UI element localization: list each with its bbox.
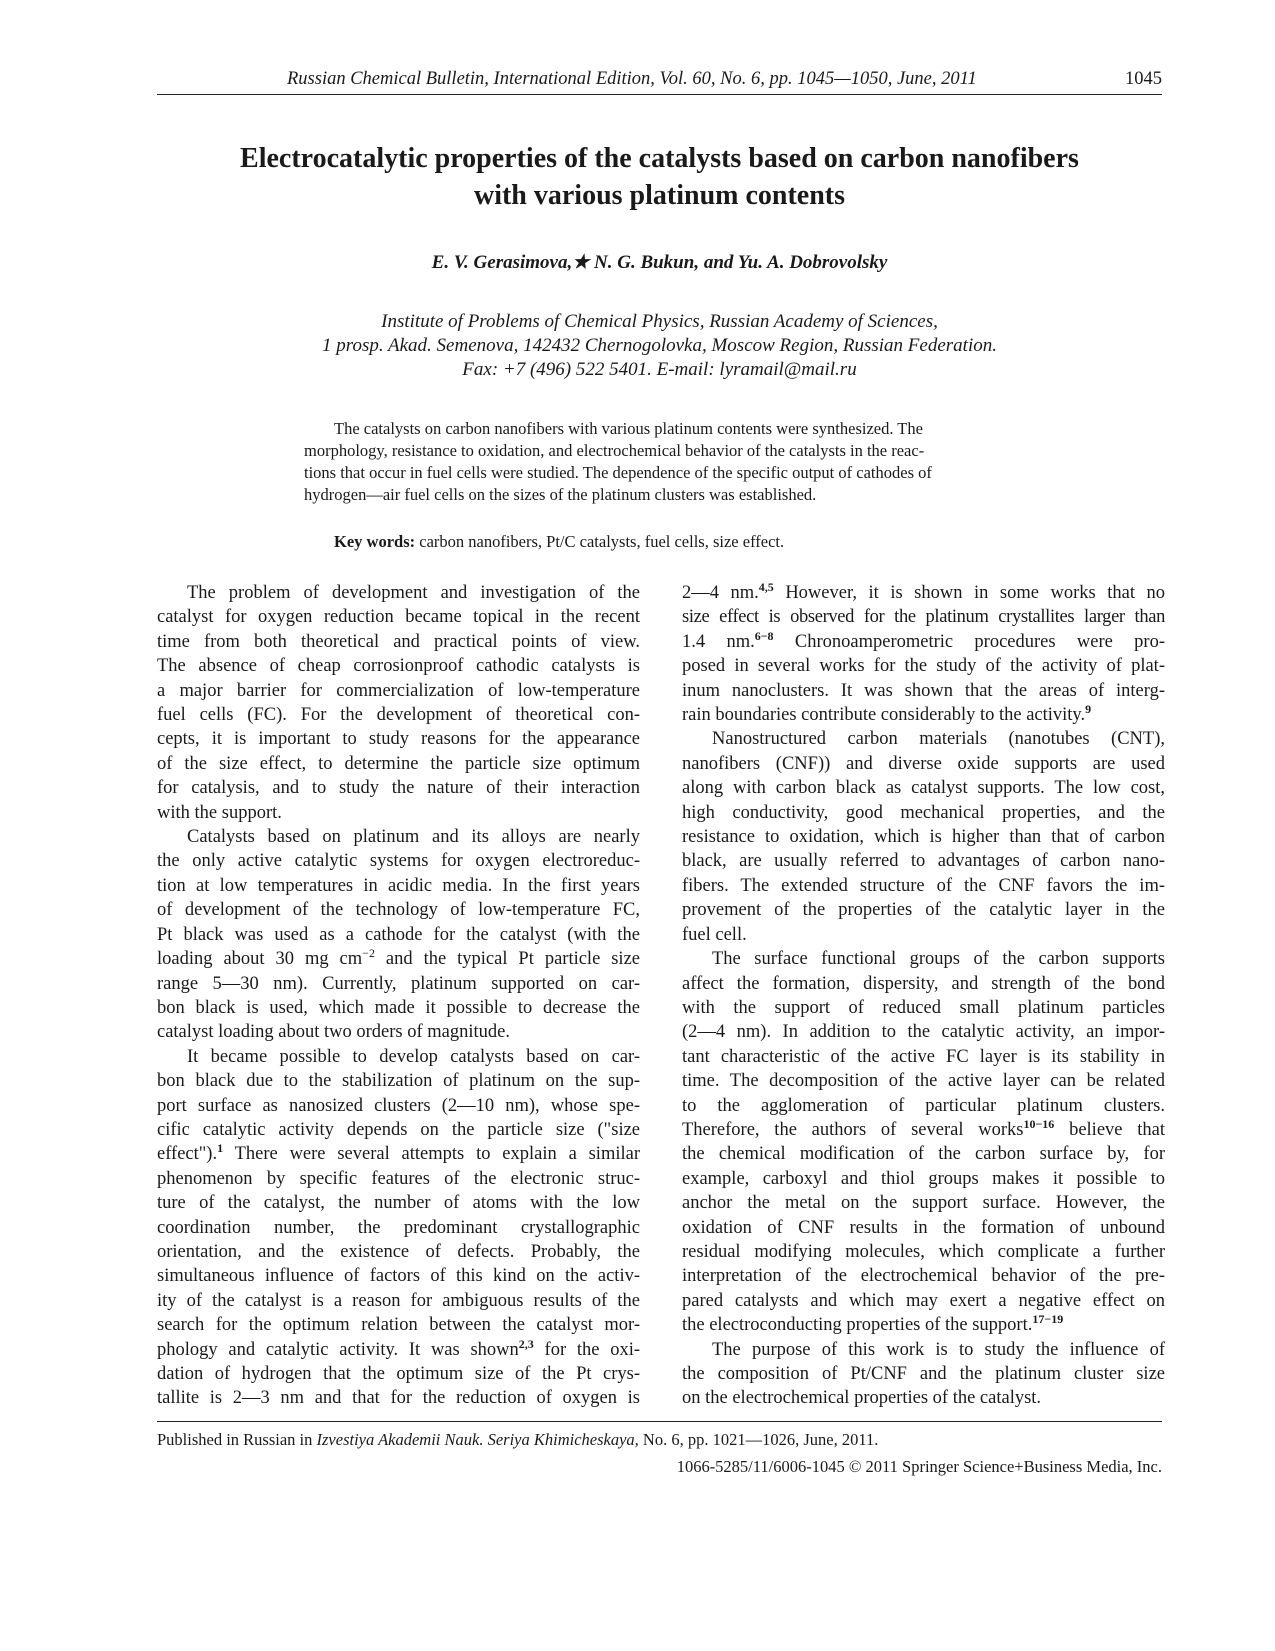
body-line: ture of the catalyst, the number of atoms with the low xyxy=(157,1193,640,1214)
body-line: Nanostructured carbon materials (nanotubes (CNT), xyxy=(712,729,1165,750)
body-line: tion at low temperatures in acidic media. In the first years xyxy=(157,875,640,896)
citation-ref: 1 xyxy=(217,1141,224,1156)
abstract-line: hydrogen—air fuel cells on the sizes of the platinum clusters was established. xyxy=(304,485,817,504)
body-line: on the electrochemical properties of the catalyst. xyxy=(682,1388,1042,1409)
body-line: resistance to oxidation, which is higher than that of carbon xyxy=(682,827,1165,848)
body-line: search for the optimum relation between the catalyst mor- xyxy=(157,1315,640,1336)
body-line: cepts, it is important to study reasons for the appearance xyxy=(157,729,640,750)
body-line: of the size effect, to determine the particle size optimum xyxy=(157,753,640,774)
copyright-line: 1066-5285/11/6006-1045 © 2011 Springer Science+Business Media, Inc. xyxy=(676,1457,1162,1476)
citation-ref: 6−8 xyxy=(754,628,774,643)
body-line xyxy=(682,1118,1165,1142)
abstract xyxy=(304,418,1022,506)
affiliation-line-3: Fax: +7 (496) 522 5401. E-mail: lyramail@mail.ru xyxy=(462,359,857,380)
body-line: black, are usually referred to advantages of carbon nano- xyxy=(682,851,1165,872)
body-line: residual modifying molecules, which complicate a further xyxy=(682,1241,1165,1262)
body-line: It became possible to develop catalysts based on car- xyxy=(187,1046,640,1067)
keywords-text: carbon nanofibers, Pt/C catalysts, fuel cells, size effect. xyxy=(419,532,785,551)
body-line xyxy=(682,581,1165,605)
body-line xyxy=(157,1338,640,1362)
body-line: high conductivity, good mechanical properties, and the xyxy=(682,802,1165,823)
body-line: oxidation of CNF results in the formation of unbound xyxy=(682,1217,1165,1238)
russian-journal-name: Izvestiya Akademii Nauk. Seriya Khimicheskaya, xyxy=(316,1430,639,1449)
body-line: the composition of Pt/CNF and the platinum cluster size xyxy=(682,1364,1165,1384)
body-line: orientation, and the existence of defects. Probably, the xyxy=(157,1241,640,1262)
keywords-label: Key words: xyxy=(334,532,416,551)
running-head xyxy=(157,66,1162,95)
loading-text-cont: and the typical Pt particle size xyxy=(374,949,640,970)
effect-text-cont: There were several attempts to explain a similar xyxy=(223,1144,640,1165)
r3-text: 1.4 nm. xyxy=(682,631,755,652)
footer-divider xyxy=(157,1421,1162,1422)
body-line: The surface functional groups of the carbon supports xyxy=(712,949,1165,970)
body-line xyxy=(157,947,640,971)
body-line: coordination number, the predominant crystallographic xyxy=(157,1217,640,1238)
citation-ref: 10−16 xyxy=(1023,1116,1055,1131)
article-title xyxy=(157,140,1162,214)
body-line: size effect is observed for the platinum crystallites larger than xyxy=(682,607,1165,628)
body-line: The absence of cheap corrosionproof cathodic catalysts is xyxy=(157,656,640,677)
body-line: tallite is 2—3 nm and that for the reduction of oxygen is xyxy=(157,1388,640,1409)
body-line: along with carbon black as catalyst supports. The low cost, xyxy=(682,778,1165,799)
body-line: with the support. xyxy=(157,802,282,823)
shown-text-cont: for the oxi- xyxy=(533,1339,640,1360)
citation-ref: 2,3 xyxy=(518,1336,534,1351)
abstract-line: The catalysts on carbon nanofibers with various platinum contents were synthesized. The xyxy=(334,419,923,438)
body-line: ity of the catalyst is a reason for ambiguous results of the xyxy=(157,1290,640,1311)
body-line: range 5—30 nm). Currently, platinum supported on car- xyxy=(157,973,640,994)
publication-note xyxy=(157,1430,878,1450)
body-line: provement of the properties of the catalytic layer in the xyxy=(682,900,1165,921)
body-line: of development of the technology of low-temperature FC, xyxy=(157,900,640,921)
body-line: The purpose of this work is to study the influence of xyxy=(712,1339,1165,1360)
body-line: Pt black was used as a cathode for the catalyst (with the xyxy=(157,924,640,945)
affiliation xyxy=(157,310,1162,382)
body-line xyxy=(682,630,1165,654)
works-text: Therefore, the authors of several works xyxy=(682,1119,1024,1140)
citation-ref: 9 xyxy=(1085,702,1092,717)
loading-text: loading about 30 mg cm xyxy=(157,949,363,970)
body-line: fuel cells (FC). For the development of theoretical con- xyxy=(157,705,640,726)
body-line xyxy=(682,703,1165,727)
left-column xyxy=(157,581,640,1411)
body-line: the only active catalytic systems for oxygen electroreduc- xyxy=(157,851,640,872)
abstract-line: morphology, resistance to oxidation, and electrochemical behavior of the catalysts in the reac- xyxy=(304,441,925,460)
body-line: Catalysts based on platinum and its alloys are nearly xyxy=(187,827,640,848)
body-line xyxy=(157,1142,640,1166)
body-line: with the support of reduced small platinum particles xyxy=(682,997,1165,1018)
journal-citation: Russian Chemical Bulletin, International Edition, Vol. 60, No. 6, pp. 1045—1050, June, 2011 xyxy=(287,69,977,89)
body-line: (2—4 nm). In addition to the catalytic activity, an impor- xyxy=(682,1022,1165,1043)
citation-ref: 4,5 xyxy=(758,580,774,594)
r6-text: rain boundaries contribute considerably to the activity. xyxy=(682,705,1086,726)
body-line: dation of hydrogen that the optimum size of the Pt crys- xyxy=(157,1364,640,1384)
body-line: phenomenon by specific features of the electronic struc- xyxy=(157,1168,640,1189)
body-line: example, carboxyl and thiol groups makes it possible to xyxy=(682,1168,1165,1189)
body-line: catalyst for oxygen reduction became topical in the recent xyxy=(157,607,640,628)
published-post: No. 6, pp. 1021—1026, June, 2011. xyxy=(642,1430,879,1449)
body-line: pared catalysts and which may exert a negative effect on xyxy=(682,1290,1165,1311)
body-line: time. The decomposition of the active layer can be related xyxy=(682,1071,1165,1092)
body-line: bon black due to the stabilization of platinum on the sup- xyxy=(157,1071,640,1092)
body-line: The problem of development and investigation of the xyxy=(187,583,640,603)
body-line: affect the formation, dispersity, and strength of the bond xyxy=(682,973,1165,994)
body-line: inum nanoclusters. It was shown that the areas of interg- xyxy=(682,680,1165,701)
published-pre: Published in Russian in xyxy=(157,1430,313,1449)
body-line: simultaneous influence of factors of this kind on the activ- xyxy=(157,1266,640,1287)
works-text-cont: believe that xyxy=(1054,1119,1166,1140)
body-line: the chemical modification of the carbon surface by, for xyxy=(682,1144,1165,1165)
author-list: E. V. Gerasimova,★ N. G. Bukun, and Yu. A. Dobrovolsky xyxy=(431,252,888,273)
exponent: −2 xyxy=(362,946,375,961)
r3-text-cont: Chronoamperometric procedures were pro- xyxy=(773,631,1165,652)
body-line: posed in several works for the study of the activity of plat- xyxy=(682,656,1165,677)
r1-text-cont: However, it is shown in some works that no xyxy=(773,583,1165,603)
title-line-2: with various platinum contents xyxy=(473,180,846,211)
body-line: a major barrier for commercialization of low-temperature xyxy=(157,680,640,701)
body-line: port surface as nanosized clusters (2—10 nm), whose spe- xyxy=(157,1095,640,1116)
keywords xyxy=(334,532,784,552)
page-number: 1045 xyxy=(1125,69,1162,89)
body-line: time from both theoretical and practical points of view. xyxy=(157,631,640,652)
body-line: cific catalytic activity depends on the particle size ("size xyxy=(157,1119,640,1140)
citation-ref: 17−19 xyxy=(1032,1312,1064,1327)
right-column xyxy=(682,581,1165,1411)
title-line-1: Electrocatalytic properties of the catalysts based on carbon nanofibers xyxy=(240,143,1079,174)
body-line: nanofibers (CNF)) and diverse oxide supports are used xyxy=(682,753,1165,774)
body-line: interpretation of the electrochemical behavior of the pre- xyxy=(682,1266,1165,1287)
body-line: catalyst loading about two orders of magnitude. xyxy=(157,1022,510,1043)
support-text: the electroconducting properties of the support. xyxy=(682,1315,1033,1336)
affiliation-line-2: 1 prosp. Akad. Semenova, 142432 Chernogolovka, Moscow Region, Russian Federation. xyxy=(322,335,997,356)
body-line: to the agglomeration of particular platinum clusters. xyxy=(682,1095,1165,1116)
body-line: for catalysis, and to study the nature of their interaction xyxy=(157,778,640,799)
r1-text: 2—4 nm. xyxy=(682,583,759,603)
body-line: tant characteristic of the active FC layer is its stability in xyxy=(682,1046,1165,1067)
body-line: fuel cell. xyxy=(682,924,747,945)
body-line xyxy=(682,1313,1165,1337)
body-line: bon black is used, which made it possible to decrease the xyxy=(157,997,640,1018)
abstract-line: tions that occur in fuel cells were studied. The dependence of the specific output of cathodes of xyxy=(304,463,932,482)
effect-text: effect"). xyxy=(157,1144,218,1165)
shown-text: phology and catalytic activity. It was shown xyxy=(157,1339,519,1360)
affiliation-line-1: Institute of Problems of Chemical Physics, Russian Academy of Sciences, xyxy=(381,311,938,332)
body-line: anchor the metal on the support surface. However, the xyxy=(682,1193,1165,1214)
body-line: fibers. The extended structure of the CNF favors the im- xyxy=(682,875,1165,896)
